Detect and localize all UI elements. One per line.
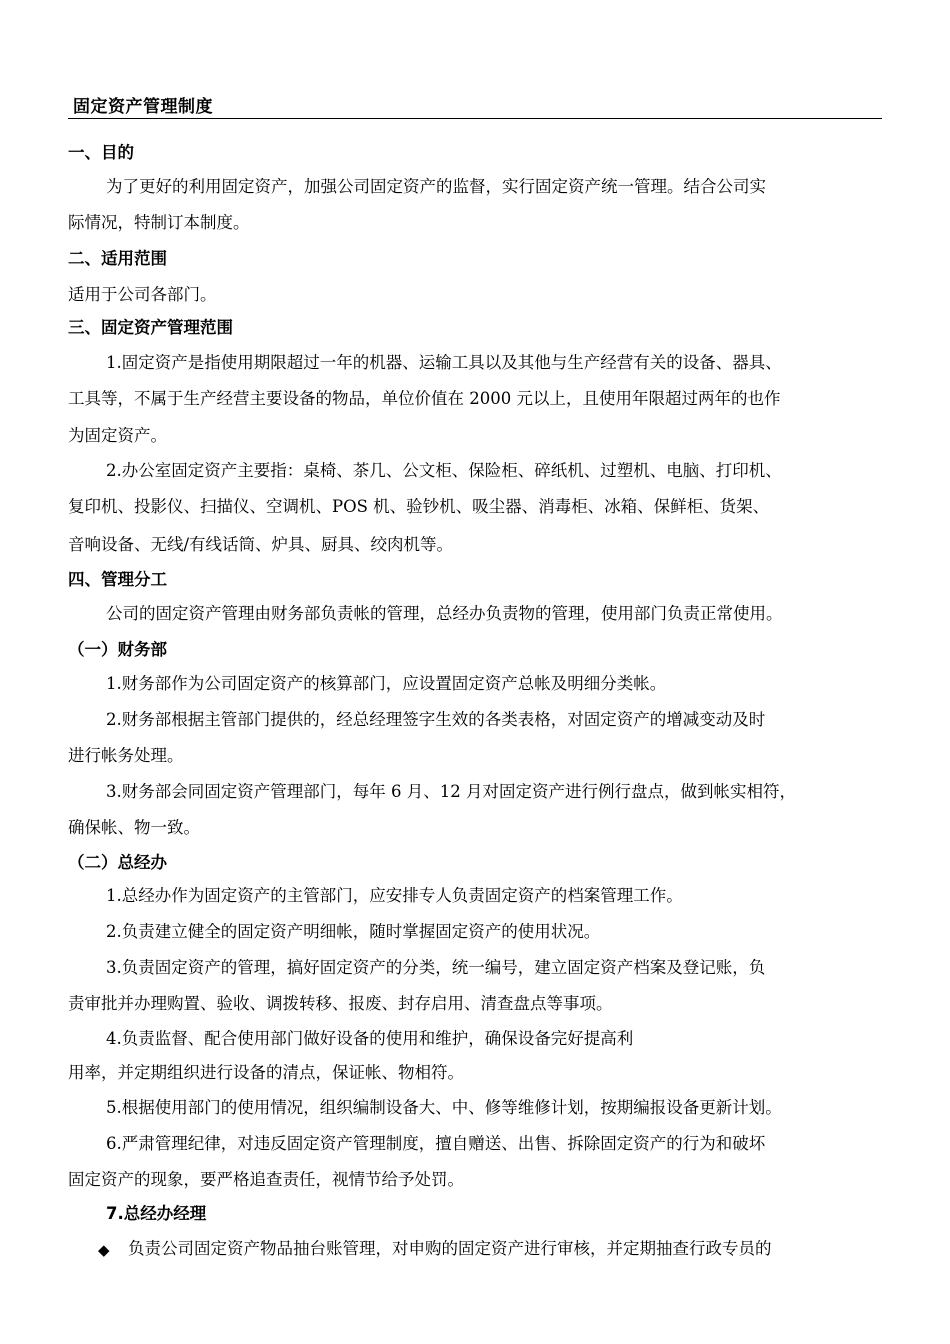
list-item-line: 确保帐、物一致。: [68, 818, 200, 837]
list-item-line: 2.财务部根据主管部门提供的，经总经理签字生效的各类表格，对固定资产的增减变动及时: [106, 710, 766, 729]
list-item-line: 为固定资产。: [68, 426, 167, 445]
subsection-heading-manager: 7.总经办经理: [106, 1204, 207, 1223]
section-heading-asset-range: 三、固定资产管理范围: [68, 318, 233, 337]
list-item-line: 5.根据使用部门的使用情况，组织编制设备大、中、修等维修计划，按期编报设备更新计划。: [106, 1098, 782, 1117]
list-item-line: 责审批并办理购置、验收、调拨转移、报废、封存启用、清查盘点等事项。: [68, 994, 613, 1013]
subsection-heading-finance: （一）财务部: [68, 640, 167, 659]
list-item-line: 固定资产的现象，要严格追查责任，视情节给予处罚。: [68, 1170, 464, 1189]
list-item-line: 1.固定资产是指使用期限超过一年的机器、运输工具以及其他与生产经营有关的设备、器具、: [106, 353, 782, 372]
list-item-line: 3.负责固定资产的管理，搞好固定资产的分类，统一编号，建立固定资产档案及登记账，负: [106, 958, 766, 977]
list-item-line: 2.负责建立健全的固定资产明细帐，随时掌握固定资产的使用状况。: [106, 922, 601, 941]
diamond-bullet-icon: ◆: [98, 1241, 110, 1259]
paragraph-line: 适用于公司各部门。: [68, 285, 217, 304]
section-heading-purpose: 一、目的: [68, 143, 134, 162]
paragraph-line: 为了更好的利用固定资产，加强公司固定资产的监督，实行固定资产统一管理。结合公司实: [106, 177, 766, 196]
list-item-line: 音响设备、无线/有线话筒、炉具、厨具、绞肉机等。: [68, 535, 454, 554]
paragraph-line: 公司的固定资产管理由财务部负责帐的管理，总经办负责物的管理，使用部门负责正常使用。: [106, 604, 783, 623]
page-title: 固定资产管理制度: [73, 97, 213, 117]
section-heading-scope: 二、适用范围: [68, 249, 167, 268]
header-divider: [68, 118, 882, 119]
list-item-line: 1.总经办作为固定资产的主管部门，应安排专人负责固定资产的档案管理工作。: [106, 886, 683, 905]
list-item-line: 6.严肃管理纪律，对违反固定资产管理制度，擅自赠送、出售、拆除固定资产的行为和破坏: [106, 1134, 766, 1153]
bullet-item-line: 负责公司固定资产物品抽台账管理，对申购的固定资产进行审核，并定期抽查行政专员的: [128, 1239, 772, 1258]
list-item-line: 3.财务部会同固定资产管理部门，每年 6 月、12 月对固定资产进行例行盘点，做到帐实相符，: [106, 782, 796, 801]
list-item-line: 2.办公室固定资产主要指：桌椅、茶几、公文柜、保险柜、碎纸机、过塑机、电脑、打印机、: [106, 461, 782, 480]
list-item-line: 1.财务部作为公司固定资产的核算部门，应设置固定资产总帐及明细分类帐。: [106, 674, 667, 693]
paragraph-line: 际情况，特制订本制度。: [68, 213, 250, 232]
section-heading-division: 四、管理分工: [68, 570, 167, 589]
list-item-line: 复印机、投影仪、扫描仪、空调机、POS 机、验钞机、吸尘器、消毒柜、冰箱、保鲜柜、货架、: [68, 497, 770, 516]
list-item-line: 4.负责监督、配合使用部门做好设备的使用和维护，确保设备完好提高利: [106, 1029, 634, 1048]
list-item-line: 用率，并定期组织进行设备的清点，保证帐、物相符。: [68, 1063, 464, 1082]
list-item-line: 工具等，不属于生产经营主要设备的物品，单位价值在 2000 元以上，且使用年限超过两年的也作: [68, 389, 781, 408]
list-item-line: 进行帐务处理。: [68, 746, 184, 765]
subsection-heading-general-office: （二）总经办: [68, 853, 167, 872]
